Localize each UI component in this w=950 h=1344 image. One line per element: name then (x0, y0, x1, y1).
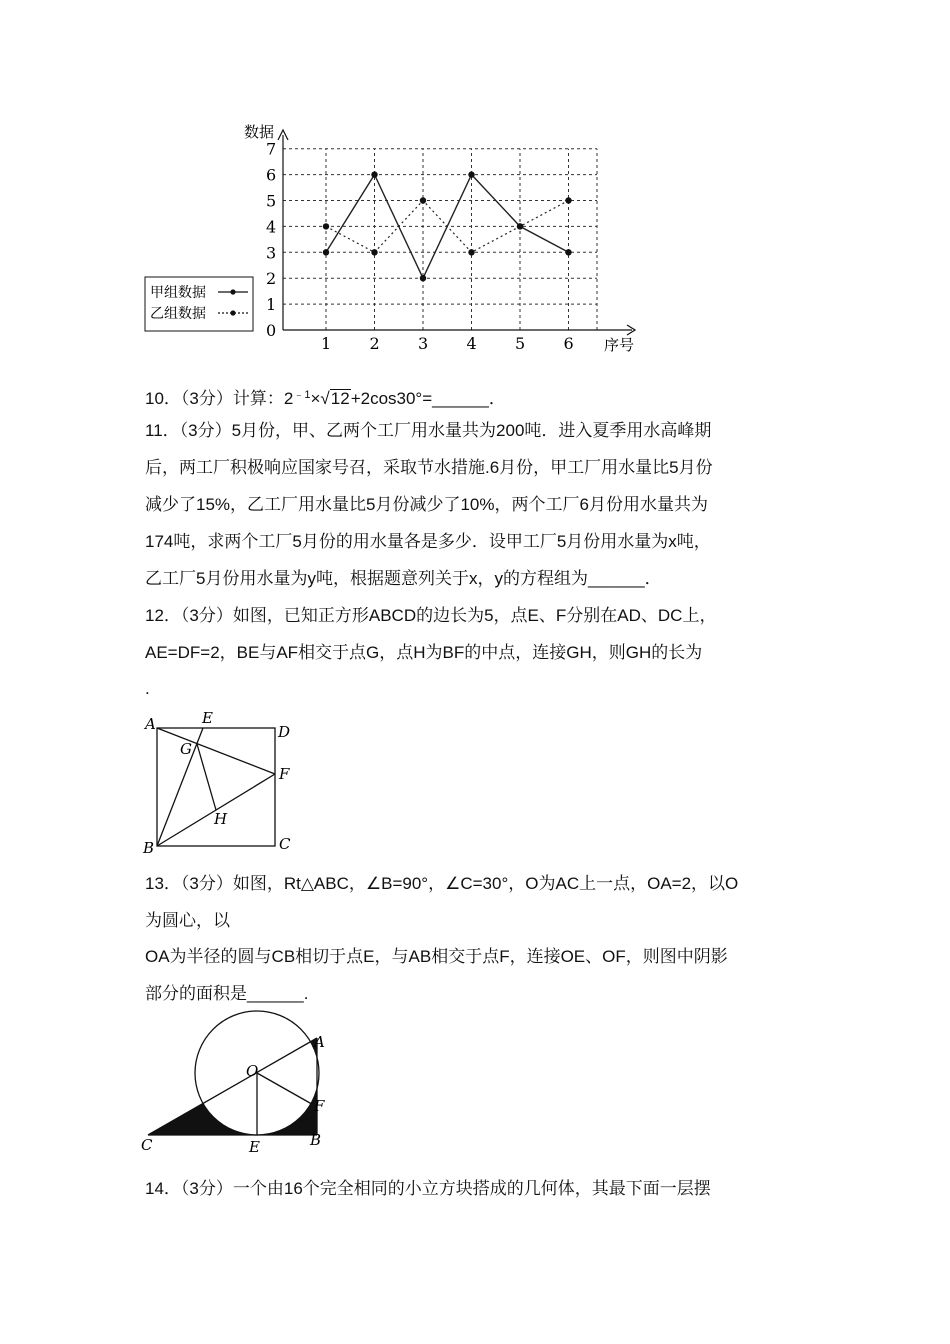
series-2-point (371, 249, 377, 255)
label-C: C (141, 1136, 153, 1154)
label-C: C (279, 835, 291, 853)
q12-line-2: AE=DF=2，BE与AF相交于点G，点H为BF的中点，连接GH，则GH的长为 (145, 643, 703, 662)
x-tick-label: 4 (466, 334, 477, 353)
series-2-point (565, 197, 571, 203)
x-axis-label: 序号 (604, 336, 635, 354)
y-tick-label: 7 (266, 139, 277, 159)
q10-text-end: +2cos30°=______． (350, 389, 506, 408)
x-tick-label: 2 (369, 334, 380, 353)
label-B: B (310, 1131, 322, 1149)
q11-line-1: 11．（3分）5月份，甲、乙两个工厂用水量共为200吨．进入夏季用水高峰期 (145, 421, 712, 440)
legend-series-2: 乙组数据 (150, 306, 206, 322)
series-2-point (420, 197, 426, 203)
series-1-point (371, 171, 377, 177)
q10-times: × (310, 389, 321, 408)
x-tick-labels (321, 334, 574, 353)
q10-text: 计算：2 (232, 389, 294, 408)
line-chart (140, 118, 650, 358)
x-tick-label: 5 (515, 334, 526, 353)
label-G: G (180, 740, 192, 758)
chart-series (323, 171, 572, 281)
q12-line-3: . (145, 679, 150, 698)
y-tick-label: 1 (266, 295, 277, 315)
legend-series-1: 甲组数据 (150, 285, 206, 301)
y-axis-label: 数据 (244, 123, 275, 141)
y-tick-label: 5 (266, 191, 277, 211)
series-1-point (323, 249, 329, 255)
y-tick-label: 2 (266, 269, 277, 289)
label-F: F (314, 1097, 325, 1115)
q11-line-3: 减少了15%，乙工厂用水量比5月份减少了10%，两个工厂6月份用水量共为 (145, 495, 708, 514)
x-tick-label: 1 (321, 334, 332, 353)
label-D: D (278, 723, 291, 741)
label-H: H (214, 810, 228, 828)
y-tick-label: 3 (266, 243, 277, 263)
series-1-point (468, 171, 474, 177)
label-E: E (249, 1138, 260, 1156)
q14-line-1: 14．（3分）一个由16个完全相同的小立方块搭成的几何体，其最下面一层摆 (145, 1179, 711, 1198)
series-1-point (420, 275, 426, 281)
series-2-point (468, 249, 474, 255)
label-B: B (143, 839, 155, 857)
q10-score: （3分） (180, 389, 233, 408)
label-O: O (246, 1062, 259, 1080)
q10-exponent: ﹣1 (293, 389, 311, 401)
q12-line-1: 12．（3分）如图，已知正方形ABCD的边长为5，点E、F分别在AD、DC上， (145, 606, 717, 625)
series-2-point (517, 223, 523, 229)
y-tick-label: 4 (266, 217, 277, 237)
chart-grid (283, 149, 597, 330)
q13-line-4: 部分的面积是______. (145, 984, 309, 1003)
q11-line-4: 174吨，求两个工厂5月份的用水量各是多少．设甲工厂5月份用水量为x吨， (145, 532, 711, 551)
q11-line-5: 乙工厂5月份用水量为y吨，根据题意列关于x，y的方程组为______． (145, 569, 662, 588)
label-A: A (145, 715, 156, 733)
circle-triangle-figure (138, 1008, 338, 1158)
y-tick-labels (266, 140, 276, 340)
y-tick-label: 0 (266, 321, 277, 340)
label-F: F (279, 765, 290, 783)
series-2-point (323, 223, 329, 229)
question-10 (145, 383, 506, 411)
chart-legend (145, 277, 253, 331)
series-1-point (565, 249, 571, 255)
q10-radicand: 12 (330, 389, 350, 408)
q13-line-2: 为圆心，以 (145, 911, 230, 930)
q13-line-3: OA为半径的圆与CB相切于点E，与AB相交于点F，连接OE、OF，则图中阴影 (145, 947, 728, 966)
x-tick-label: 3 (418, 334, 429, 353)
x-tick-label: 6 (563, 334, 574, 353)
label-E: E (202, 709, 213, 727)
q10-number: 10． (145, 389, 181, 408)
q13-line-1: 13．（3分）如图，Rt△ABC，∠B=90°，∠C=30°，O为AC上一点，OA=2，以O (145, 874, 739, 893)
square-figure (140, 708, 300, 860)
q11-line-2: 后，两工厂积极响应国家号召，采取节水措施.6月份，甲工厂用水量比5月份 (145, 458, 713, 477)
y-tick-label: 6 (266, 165, 277, 185)
q10-radical: √ (320, 389, 330, 408)
label-A: A (314, 1033, 325, 1051)
